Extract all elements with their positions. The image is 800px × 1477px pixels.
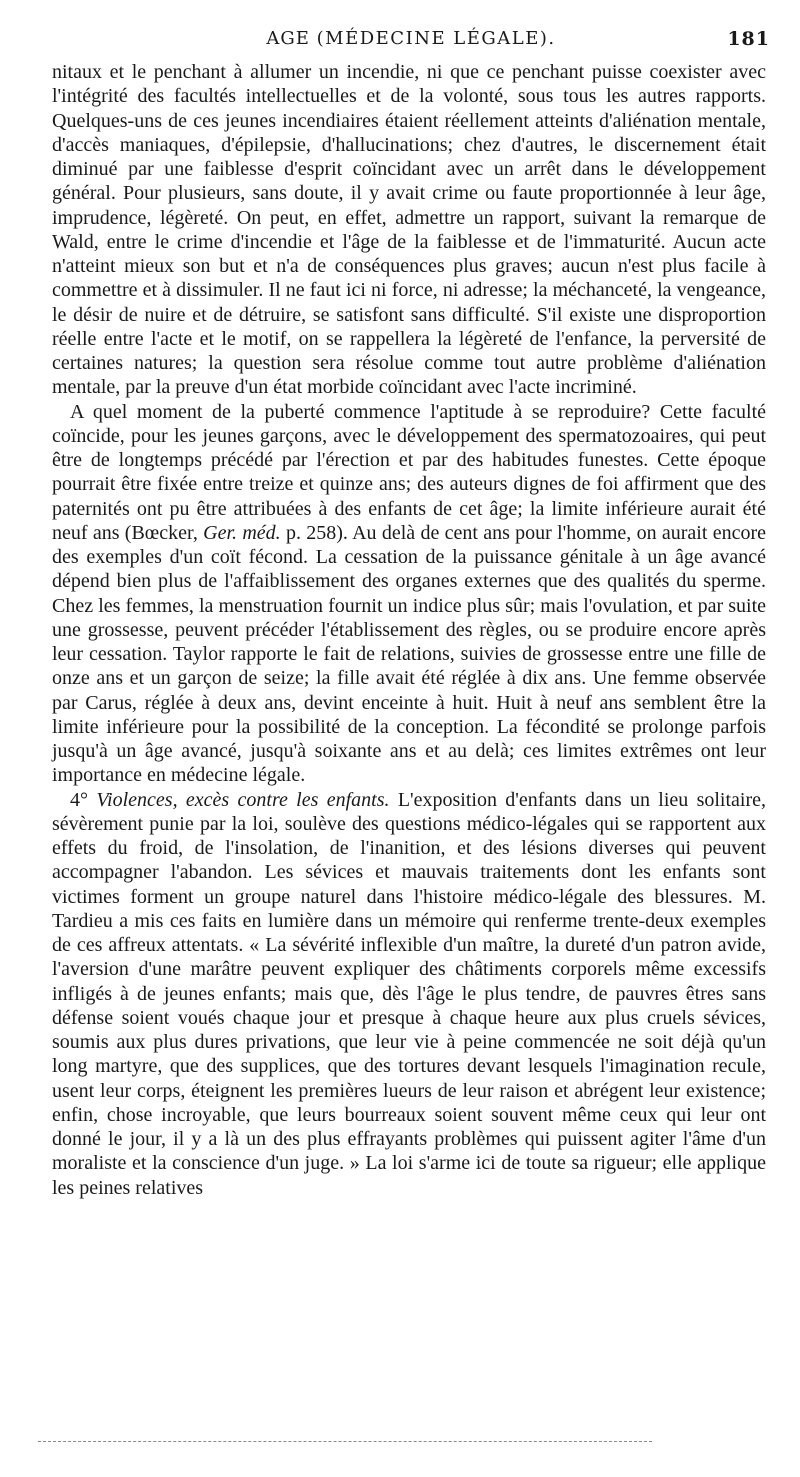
paragraph-puberty-text-b: p. 258). Au delà de cent ans pour l'homme, on aurait encore des exemples d'un coït fécond. La cessation de la puissance génitale à un âge avancé dépend bien plus de l'affaiblissement des organes externes que des qualités du sperme. Chez les femmes, la menstruation fournit un indice plus sûr; mais l'ovulation, et par suite une grossesse, peuvent précéder l'établissement des règles, ou se produire encore après leur cessation. Taylor rapporte le fait de relations, suivies de grossesse entre une fille de onze ans et un garçon de seize; la fille avait été réglée à dix ans. Une femme observée par Carus, réglée à deux ans, devint enceinte à huit. Huit à neuf ans semblent être la limite inférieure pour la possibilité de la conception. La fécondité se prolonge parfois jusqu'à un âge avancé, jusqu'à soixante ans et au delà; ces limites extrêmes ont leur importance en médecine légale. [52,521,766,787]
paragraph-puberty [52,400,766,788]
paragraph-violences [52,788,766,1200]
page-number: 181 [727,28,770,50]
running-title [52,28,770,49]
body-text [52,60,766,1200]
running-title-sub: (MÉDECINE LÉGALE). [316,28,556,49]
paragraph-violences-text: L'exposition d'enfants dans un lieu solitaire, sévèrement punie par la loi, soulève des questions médico-légales qui se rapportent aux effets du froid, de l'insolation, de l'inanition, et des lésions diverses qui peuvent accompagner l'abandon. Les sévices et mauvais traitements dont les enfants sont victimes forment un groupe naturel dans l'histoire médico-légale des blessures. M. Tardieu a mis ces faits en lumière dans un mémoire qui renferme trente-deux exemples de ces affreux attentats. « La sévérité inflexible d'un maître, la dureté d'un patron avide, l'aversion d'une marâtre peuvent expliquer des châtiments corporels même excessifs infligés à de jeunes enfants; mais que, dès l'âge le plus tendre, de pauvres êtres sans défense soient voués chaque jour et presque à chaque heure aux plus cruels sévices, soumis aux plus dures privations, que leur vie à peine commencée ne soit déjà qu'un long martyre, que des supplices, que des tortures devant lesquels l'imagination recule, usent leur corps, éteignent les premières lueurs de leur raison et abrégent leur existence; enfin, chose incroyable, que leurs bourreaux soient souvent même ceux qui leur ont donné le jour, il y a là un des plus effrayants problèmes qui puissent agiter l'âme d'un moraliste et la conscience d'un juge. » La loi s'arme ici de toute sa rigueur; elle applique les peines relatives [52,788,766,1199]
paragraph-continuation: nitaux et le penchant à allumer un incendie, ni que ce penchant puisse coexister avec l'intégrité des facultés intellectuelles et de la volonté, sous tous les autres rapports. Quelques-uns de ces jeunes incendiaires étaient réellement atteints d'aliénation mentale, d'accès maniaques, d'épilepsie, d'hallucinations; chez d'autres, le discernement était diminué par une faiblesse d'esprit coïncidant avec un arrêt dans le développement général. Pour plusieurs, sans doute, il y avait crime ou faute proportionnée à leur âge, imprudence, légèreté. On peut, en effet, admettre un rapport, suivant la remarque de Wald, entre le crime d'incendie et l'âge de la faiblesse et de l'immaturité. Aucun acte n'atteint mieux son but et n'a de conséquences plus graves; aucun n'est plus facile à commettre et à dissimuler. Il ne faut ici ni force, ni adresse; la méchanceté, la vengeance, le désir de nuire et de détruire, se satisfont sans difficulté. S'il existe une disproportion réelle entre l'acte et le motif, on se rappellera la légèreté de l'enfance, la perversité de certaines natures; la question sera résolue comme tout autre problème d'aliénation mentale, par la preuve d'un état morbide coïncidant avec l'acte incriminé. [52,61,766,399]
citation-reference: Ger. méd. [203,521,281,544]
section-heading: Violences, excès contre les enfants. [96,788,390,811]
running-title-main: AGE [266,28,310,49]
section-number: 4° [70,788,88,811]
footer-dotted-rule [38,1441,652,1442]
paragraph-puberty-text-a: A quel moment de la puberté commence l'aptitude à se reproduire? Cette faculté coïncide, pour les jeunes garçons, avec le développement des spermatozoaires, qui peut être de longtemps précédé par l'érection et par des habitudes funestes. Cette époque pourrait être fixée entre treize et quinze ans; des auteurs dignes de foi affirment que des paternités ont pu être attribuées à des enfants de cet âge; la limite inférieure aurait été neuf ans (Bœcker, [52,400,766,544]
running-head [52,28,770,54]
